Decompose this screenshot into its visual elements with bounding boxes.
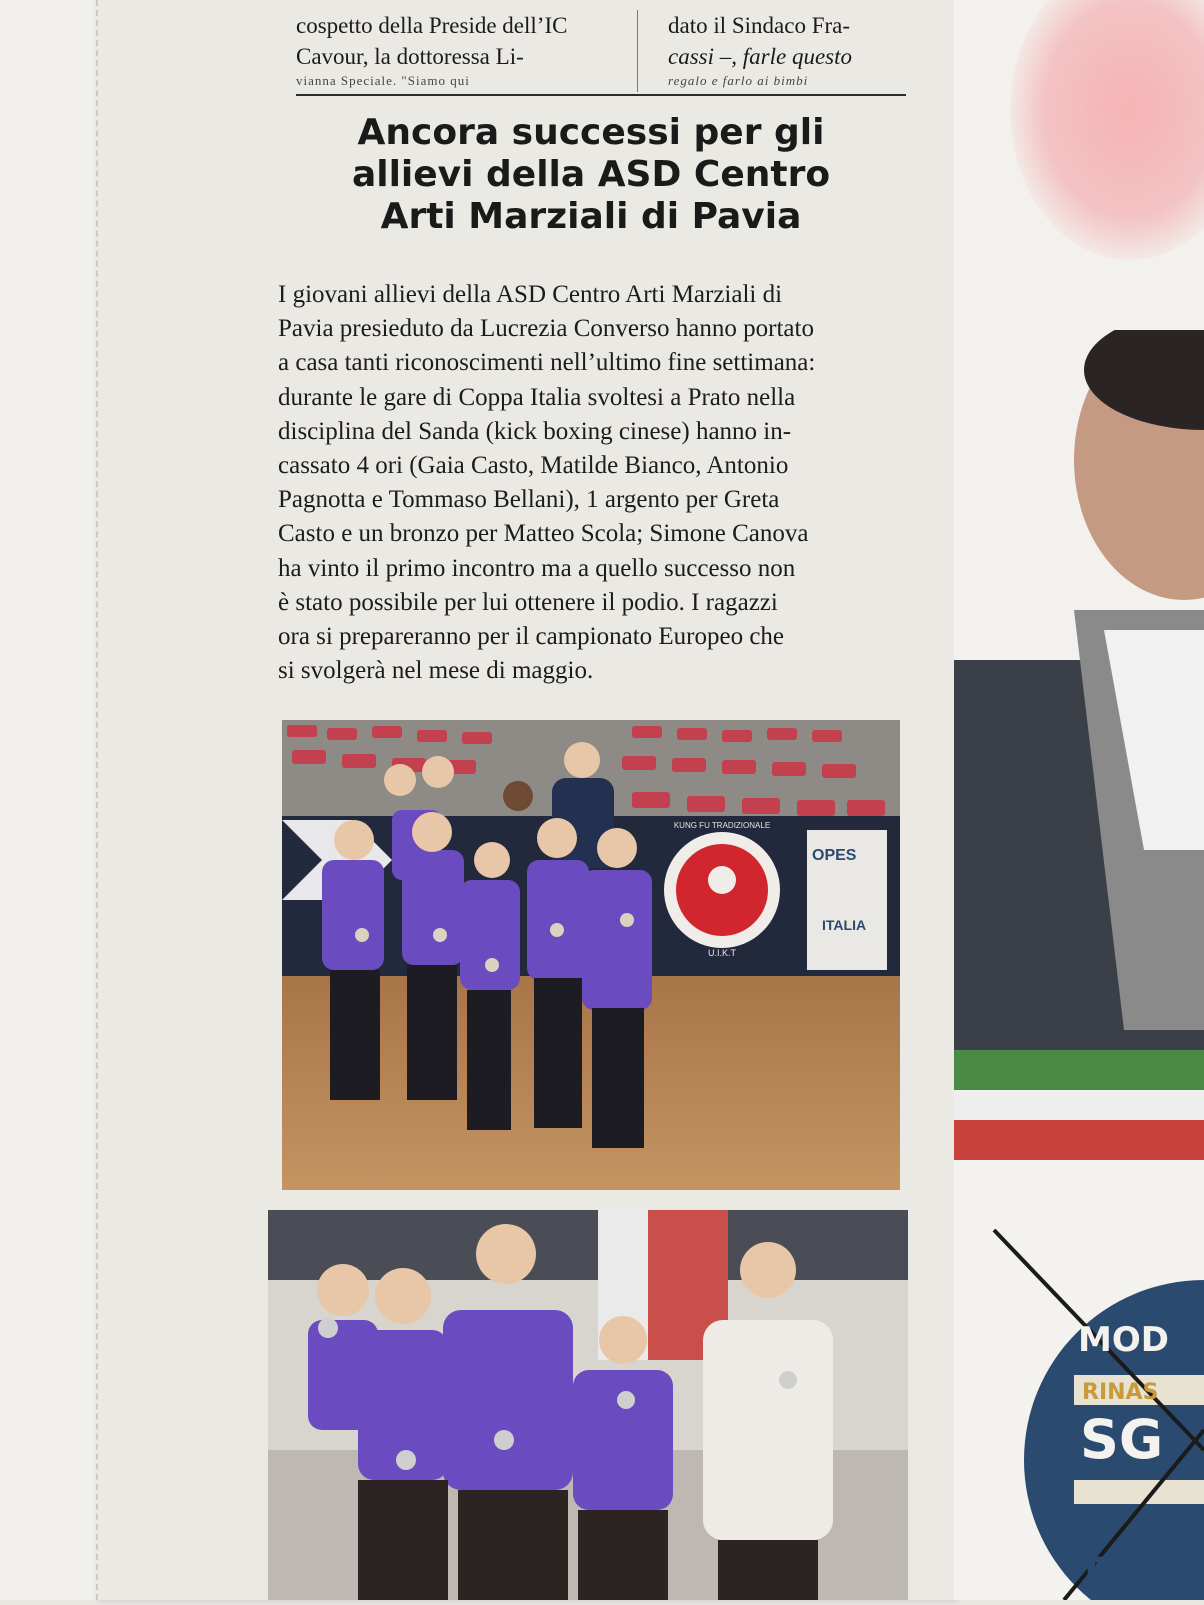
politician-portrait [954,330,1204,1190]
banner-brand-text-2: ITALIA [822,917,867,933]
section-rule [296,94,906,96]
team-photo-arena [282,720,900,1190]
portrait-illustration [954,330,1204,1190]
body-line: I giovani allievi della ASD Centro Arti Marziali di [278,281,783,308]
text-line-cut: regalo e farlo ai bimbi [668,73,809,88]
body-line: Pavia presieduto da Lucrezia Converso hanno portato [278,315,814,343]
medal-winners-photo [268,1210,908,1600]
logo-word: MOD [1078,1320,1169,1360]
body-line: Casto e un bronzo per Matteo Scola; Simone Canova [278,520,809,548]
previous-article-left-column [296,10,616,90]
headline-line: Arti Marziali di Pavia [380,196,802,237]
logo-letter: N [1126,1220,1175,1288]
banner-brand-text: OPES [812,847,857,864]
body-line: Pagnotta e Tommaso Bellani), 1 argento per Greta [278,486,780,514]
logo-ring-text: KUNG FU TRADIZIONALE [673,821,771,830]
logo-word: RINAS [1082,1380,1159,1405]
body-line: disciplina del Sanda (kick boxing cinese) hanno in- [278,417,792,445]
body-line: cassato 4 ori (Gaia Casto, Matilde Bianco, Antonio [278,452,789,480]
previous-article-right-column [668,10,908,90]
kung-fu-logo [664,832,780,948]
text-line-cut: vianna Speciale. "Siamo qui [296,73,470,88]
body-line: è stato possibile per lui ottenere il podio. I ragazzi [278,588,778,616]
text-line: Cavour, la dottoressa Li- [296,44,524,69]
article-headline [296,112,886,238]
body-line: si svolgerà nel mese di maggio. [278,657,594,685]
logo-word: SG [1080,1408,1164,1471]
team-photo-arena-illustration [282,720,900,1190]
logo-sub-text: U.I.K.T [707,948,737,958]
column-divider [637,10,638,92]
medal-winners-illustration [268,1210,908,1600]
headline-line: Ancora successi per gli [357,112,825,153]
text-line: cassi –, farle questo [668,44,852,69]
previous-article-columns [296,10,906,92]
logo-word: FON [1084,1550,1179,1596]
body-line: a casa tanti riconoscimenti nell’ultimo fine settimana: [278,349,816,377]
text-line: cospetto della Preside dell’IC [296,13,568,38]
article-body [278,278,903,688]
text-line: dato il Sindaco Fra- [668,13,851,38]
body-line: ha vinto il primo incontro ma a quello successo non [278,554,796,582]
party-logo-area [954,1200,1204,1600]
body-line: ora si prepareranno per il campionato Europeo che [278,623,785,651]
body-line: durante le gare di Coppa Italia svoltesi a Prato nella [278,383,796,411]
headline-line: allievi della ASD Centro [351,154,831,195]
